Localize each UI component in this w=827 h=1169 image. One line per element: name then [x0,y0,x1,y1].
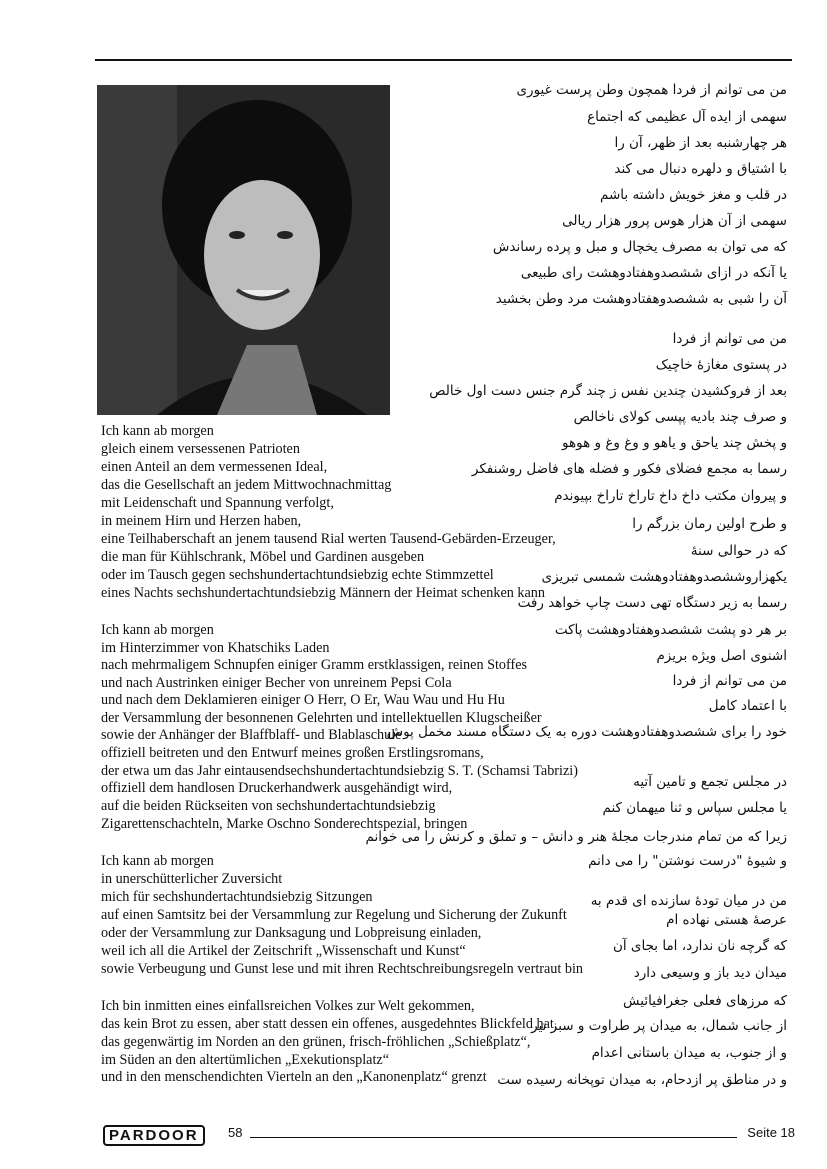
german-line: Ich kann ab morgen [101,853,214,869]
persian-line: من در میان تودهٔ سازنده ای قدم به [590,893,787,909]
persian-line: بعد از فروکشیدن چندین نفس ز چند گرم جنس دست اول خالص [429,383,787,399]
german-line: das die Gesellschaft an jedem Mittwochnachmittag [101,477,392,493]
persian-line: خود را برای ششصدوهفتادوهشت دوره به یک دستگاه مسند مخمل پوش [386,724,787,740]
german-line: auf die beiden Rückseiten von sechshundertachtundsiebzig [101,798,436,814]
german-line: in meinem Hirn und Herzen haben, [101,513,302,529]
persian-line: از جانب شمال، به میدان پر طراوت و سبز تیر [531,1018,787,1034]
persian-line: که در حوالی سنهٔ [690,543,787,559]
german-line: die man für Kühlschrank, Möbel und Gardinen ausgeben [101,549,425,565]
german-line: offiziell dem handlosen Druckerhandwerk ausgehändigt wird, [101,780,453,796]
german-line: mit Leidenschaft und Spannung verfolgt, [101,495,334,511]
german-line: weil ich all die Artikel der Zeitschrift „Wissenschaft und Kunst“ [101,943,466,959]
persian-line: و در مناطق پر ازدحام، به میدان توپخانه رسیده ست [497,1072,787,1088]
persian-line: اشنوی اصل ویژه بریزم [656,648,787,664]
german-line: Zigarettenschachteln, Marke Oschno Sonderechtspezial, bringen [101,816,468,832]
persian-line: یا مجلس سپاس و ثنا میهمان کنم [602,800,787,816]
german-line: auf einen Samtsitz bei der Versammlung zur Regelung und Sicherung der Zukunft [101,907,567,923]
persian-line: یکهزاروششصدوهفتادوهشت شمسی تبریزی [541,569,787,585]
persian-line: هر چهارشنبه بعد از ظهر، آن را [614,135,787,151]
german-line: eine Teilhaberschaft an jenem tausend Rial werten Tausend-Gebärden-Erzeuger, [101,531,556,547]
persian-line: با اعتماد کامل [708,698,787,714]
page-number-right: Seite 18 [747,1125,795,1140]
persian-line: آن را شبی به ششصدوهفتادوهشت مرد وطن بخشید [495,291,787,307]
german-line: der Versammlung der besonnenen Gelehrten und intellektuellen Klugscheißer [101,710,542,726]
german-line: sowie der Anhänger der Blaffblaff- und Blablaschule [101,727,402,743]
persian-line: سهمی از آن هزار هوس پرور هزار ریالی [562,213,787,229]
german-line: und in den menschendichten Vierteln an den „Kanonenplatz“ grenzt [101,1069,487,1085]
german-line: oder im Tausch gegen sechshundertachtundsiebzig echte Stimmzettel [101,567,494,583]
persian-line: عرصهٔ هستی نهاده ام [666,912,787,928]
persian-line: که گرچه نان ندارد، اما بجای آن [612,938,787,954]
persian-line: و صرف چند بادیه پپسی کولای ناخالص [573,409,787,425]
german-line: gleich einem versessenen Patrioten [101,441,300,457]
german-line: eines Nachts sechshundertachtundsiebzig Männern der Heimat schenken kann [101,585,545,601]
page-footer [95,1123,795,1145]
persian-line: من می توانم از فردا همچون وطن پرست غیوری [516,82,787,98]
persian-line: میدان دید باز و وسیعی دارد [633,965,787,981]
german-line: einen Anteil an dem vermessenen Ideal, [101,459,328,475]
footer-rule [250,1137,737,1138]
portrait-image [97,85,390,415]
persian-line: سهمی از ایده آل عظیمی که اجتماع [587,109,787,125]
persian-line: رسما به زیر دستگاه تهی دست چاپ خواهد رفت [517,595,787,611]
persian-line: و شیوهٔ "درست نوشتن" را می دانم [588,853,787,869]
top-rule [95,59,792,61]
persian-line: که می توان به مصرف یخچال و مبل و پرده رساندش [492,239,787,255]
german-line: der etwa um das Jahr eintausendsechshundertachtundsiebzig S. T. (Schamsi Tabrizi) [101,763,578,779]
persian-line: بر هر دو پشت ششصدوهفتادوهشت پاکت [554,622,787,638]
german-line: und nach dem Deklamieren einiger O Herr, O Er, Wau Wau und Hu Hu [101,692,505,708]
persian-line: در قلب و مغز خویش داشته باشم [599,187,787,203]
german-line: und nach Austrinken einiger Becher von unreinem Pepsi Cola [101,675,452,691]
persian-line: من می توانم از فردا [672,331,787,347]
persian-line: در پستوی مغازهٔ خاچیک [655,357,787,373]
persian-line: در مجلس تجمع و تامین آتیه [633,774,787,790]
german-line: oder der Versammlung zur Danksagung und Lobpreisung einladen, [101,925,482,941]
persian-line: یا آنکه در ازای ششصدوهفتادوهشت رای طبیعی [520,265,787,281]
german-line: Ich kann ab morgen [101,423,214,439]
german-line: Ich bin inmitten eines einfallsreichen Volkes zur Welt gekommen, [101,998,475,1014]
persian-line: و پیروان مکتب داخ داخ تاراخ تاراخ بپیوندم [554,488,787,504]
german-line: Ich kann ab morgen [101,622,214,638]
persian-line: و طرح اولین رمان بزرگم را [632,516,787,532]
german-line: mich für sechshundertachtundsiebzig Sitzungen [101,889,373,905]
persian-line: و پخش چند یاحق و یاهو و وغ وغ و هوهو [562,435,787,451]
german-line: das gegenwärtig im Norden an den grünen, frisch-fröhlichen „Schießplatz“, [101,1034,531,1050]
german-line: das kein Brot zu essen, aber statt dessen ein offenes, ausgedehntes Blickfeld hat, [101,1016,558,1032]
german-line: offiziell beitreten und den Entwurf meines großen Erstlingsromans, [101,745,484,761]
german-line: sowie Verbeugung und Gunst lese und mit ihren Rechtschreibungsregeln vertraut bin [101,961,584,977]
persian-line: رسما به مجمع فضلای فکور و فضله های فاضل روشنفکر [471,461,787,477]
portrait-photo [97,85,390,415]
persian-line: زیرا که من تمام مندرجات مجلهٔ هنر و دانش – و تملق و کرنش را می خوانم [365,829,787,845]
persian-line: و از جنوب، به میدان باستانی اعدام [591,1045,787,1061]
german-line: in unerschütterlicher Zuversicht [101,871,283,887]
page-number-left: 58 [228,1125,243,1140]
german-line: nach mehrmaligem Schnupfen einiger Gramm erstklassigen, reinen Stoffes [101,657,528,673]
german-line: im Süden an den altertümlichen „Exekutionsplatz“ [101,1052,389,1068]
magazine-logo: PARDOOR [103,1125,205,1146]
persian-line: من می توانم از فردا [672,673,787,689]
persian-line: که مرزهای فعلی جغرافیائیش [623,993,787,1009]
persian-line: با اشتیاق و دلهره دنبال می کند [614,161,787,177]
german-line: im Hinterzimmer von Khatschiks Laden [101,640,330,656]
